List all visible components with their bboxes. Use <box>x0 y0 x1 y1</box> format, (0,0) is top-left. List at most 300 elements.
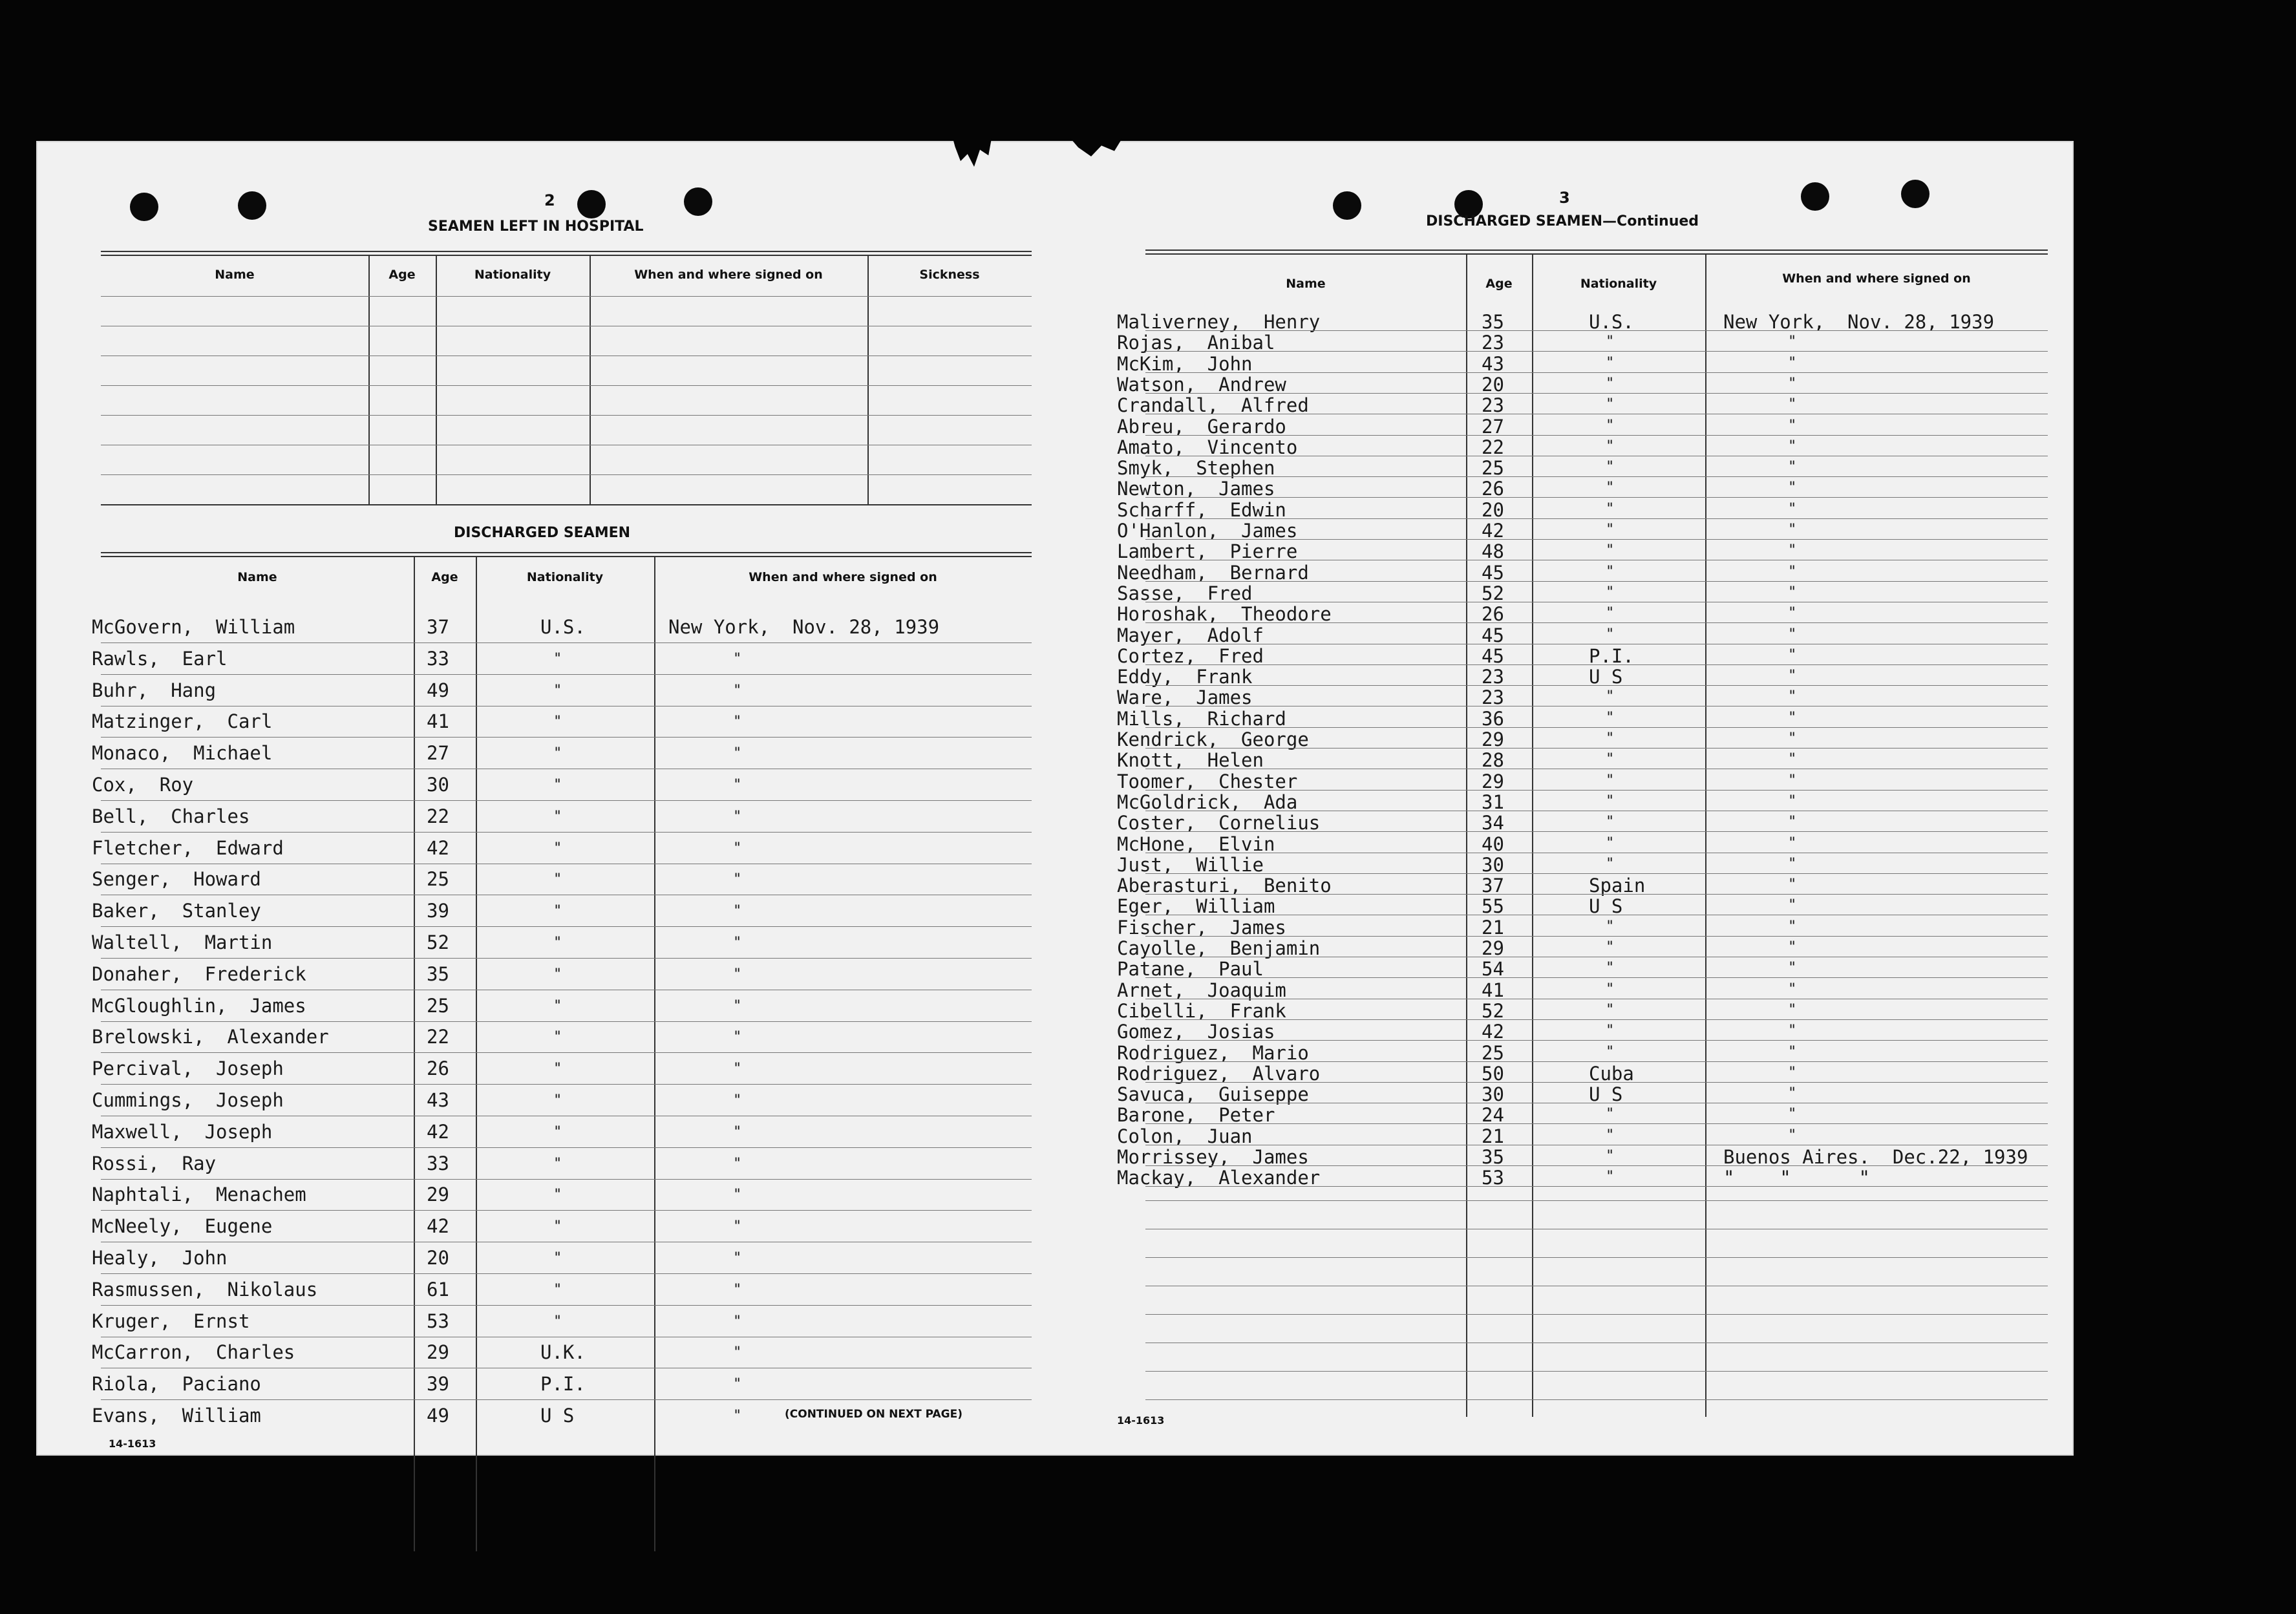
seaman-age: 29 <box>427 1184 449 1206</box>
blank-row-line <box>1145 1200 2048 1201</box>
seaman-nationality: " <box>1606 792 1615 809</box>
seaman-age: 27 <box>1482 415 1504 438</box>
seaman-signed-on: Buenos Aires. Dec.22, 1939 <box>1723 1146 2028 1168</box>
seaman-age: 23 <box>1482 394 1504 417</box>
seaman-nationality: " <box>1606 730 1615 747</box>
seaman-nationality: " <box>1606 1148 1615 1164</box>
seaman-name: Eger, William <box>1117 895 1275 918</box>
seaman-age: 29 <box>427 1341 449 1364</box>
seaman-signed-on: " <box>733 682 742 699</box>
seaman-name: Savuca, Guiseppe <box>1117 1083 1309 1106</box>
seaman-age: 48 <box>1482 540 1504 563</box>
seaman-age: 23 <box>1482 686 1504 709</box>
seaman-name: Mills, Richard <box>1117 707 1286 730</box>
seaman-nationality: " <box>1606 542 1615 559</box>
seaman-signed-on: " <box>1788 981 1797 997</box>
table-row-line <box>101 1052 1032 1053</box>
seaman-signed-on: " <box>733 745 742 762</box>
seaman-signed-on: " <box>733 650 742 667</box>
seaman-name: Rodriguez, Mario <box>1117 1041 1309 1064</box>
seaman-age: 29 <box>1482 728 1504 750</box>
table-row-line <box>1145 330 2048 331</box>
seaman-age: 27 <box>427 742 449 765</box>
seaman-nationality: " <box>1606 605 1615 622</box>
seaman-signed-on: " <box>733 1344 742 1361</box>
table-row-line <box>101 832 1032 833</box>
seaman-nationality: " <box>1606 751 1615 768</box>
seaman-age: 30 <box>427 774 449 796</box>
seaman-nationality: U.S. <box>1589 311 1634 333</box>
seaman-nationality: " <box>1606 1106 1615 1123</box>
seaman-nationality: " <box>553 871 562 888</box>
seaman-age: 22 <box>427 805 449 827</box>
seaman-signed-on: " <box>1788 646 1797 663</box>
seaman-name: Gomez, Josias <box>1117 1021 1275 1043</box>
seaman-age: 42 <box>1482 520 1504 542</box>
seaman-nationality: " <box>553 1155 562 1172</box>
seaman-name: Percival, Joseph <box>92 1057 284 1080</box>
left-page <box>36 141 1083 1456</box>
seaman-nationality: " <box>553 1061 562 1078</box>
seaman-signed-on: " <box>1788 480 1797 496</box>
seaman-age: 53 <box>1482 1167 1504 1189</box>
seaman-nationality: " <box>1606 834 1615 851</box>
seaman-name: Horoshak, Theodore <box>1117 603 1332 626</box>
seaman-nationality: " <box>1606 354 1615 371</box>
seaman-signed-on: " <box>1788 605 1797 622</box>
table-row-line <box>101 674 1032 675</box>
seaman-signed-on: " <box>1788 709 1797 726</box>
punch-hole <box>577 190 606 218</box>
table-row-line <box>1145 539 2048 540</box>
seaman-name: Cortez, Fred <box>1117 644 1264 667</box>
seaman-signed-on: " <box>1788 542 1797 559</box>
seaman-name: Crandall, Alfred <box>1117 394 1309 417</box>
seaman-nationality: " <box>553 1187 562 1204</box>
seaman-age: 45 <box>1482 561 1504 584</box>
seaman-nationality: P.I. <box>540 1373 586 1396</box>
seaman-nationality: " <box>1606 1001 1615 1018</box>
seaman-name: Kendrick, George <box>1117 728 1309 750</box>
hospital-table-top-rule <box>101 251 1032 252</box>
seaman-signed-on: " <box>733 1123 742 1140</box>
table-row-line <box>1145 685 2048 686</box>
seaman-name: Arnet, Joaquim <box>1117 979 1286 1001</box>
table-row-line <box>101 1179 1032 1180</box>
table-row-line <box>1145 372 2048 373</box>
seaman-nationality: U S <box>1589 666 1623 688</box>
seaman-nationality: " <box>553 1281 562 1298</box>
seaman-age: 39 <box>427 1373 449 1396</box>
seaman-signed-on: " <box>733 714 742 730</box>
seaman-nationality: Cuba <box>1589 1062 1634 1085</box>
seaman-age: 22 <box>427 1026 449 1048</box>
hospital-row-line <box>101 296 1032 297</box>
seaman-name: McGovern, William <box>92 616 295 638</box>
seaman-nationality: " <box>553 966 562 982</box>
seaman-name: Waltell, Martin <box>92 931 273 953</box>
seaman-name: Cibelli, Frank <box>1117 999 1286 1022</box>
seaman-signed-on: " <box>733 903 742 920</box>
seaman-signed-on: " <box>733 1376 742 1393</box>
hospital-header-name: Name <box>215 268 255 282</box>
blank-row-line <box>1145 1314 2048 1315</box>
seaman-signed-on: " <box>1788 688 1797 705</box>
seaman-name: Maliverney, Henry <box>1117 311 1321 333</box>
seaman-signed-on: " <box>1788 354 1797 371</box>
seaman-age: 42 <box>427 1215 449 1238</box>
seaman-signed-on: " <box>1788 1001 1797 1018</box>
seaman-age: 43 <box>1482 352 1504 375</box>
seaman-signed-on: " <box>1788 834 1797 851</box>
seaman-nationality: " <box>1606 459 1615 476</box>
hospital-col-divider <box>590 255 591 505</box>
seaman-name: Cayolle, Benjamin <box>1117 937 1321 959</box>
table-row-line <box>101 1273 1032 1274</box>
seaman-name: Ware, James <box>1117 686 1253 709</box>
seaman-age: 20 <box>427 1247 449 1269</box>
seaman-age: 45 <box>1482 624 1504 646</box>
seaman-age: 42 <box>1482 1021 1504 1043</box>
table-row-line <box>1145 894 2048 895</box>
continued-header-age: Age <box>1485 277 1513 291</box>
continued-header-name: Name <box>1286 277 1326 291</box>
table-row-line <box>1145 664 2048 665</box>
table-row-line <box>101 737 1032 738</box>
seaman-nationality: " <box>1606 688 1615 705</box>
continued-col-divider <box>1705 253 1706 1417</box>
table-row-line <box>1145 476 2048 477</box>
seaman-name: O'Hanlon, James <box>1117 520 1298 542</box>
seaman-name: McGoldrick, Ada <box>1117 791 1298 813</box>
seaman-nationality: " <box>553 1313 562 1330</box>
table-row-line <box>1145 1186 2048 1187</box>
seaman-nationality: " <box>1606 563 1615 580</box>
hospital-col-divider <box>436 255 437 505</box>
seaman-nationality: " <box>1606 1023 1615 1039</box>
seaman-age: 55 <box>1482 895 1504 918</box>
table-row-line <box>1145 831 2048 832</box>
table-row-line <box>1145 727 2048 728</box>
hospital-header-age: Age <box>388 268 416 282</box>
hospital-header-nationality: Nationality <box>474 268 551 282</box>
continued-header-nationality: Nationality <box>1580 277 1657 291</box>
seaman-age: 42 <box>427 1120 449 1143</box>
seaman-nationality: " <box>1606 500 1615 517</box>
seaman-nationality: " <box>553 1092 562 1109</box>
seaman-signed-on: " <box>1788 960 1797 977</box>
discharged-header-nationality: Nationality <box>526 570 604 584</box>
seaman-age: 35 <box>427 962 449 985</box>
page-number: 3 <box>1559 189 1570 207</box>
seaman-nationality: " <box>1606 1169 1615 1185</box>
seaman-signed-on: " <box>733 1061 742 1078</box>
table-row-line <box>1145 936 2048 937</box>
seaman-name: McCarron, Charles <box>92 1341 295 1364</box>
continued-note: (CONTINUED ON NEXT PAGE) <box>785 1408 962 1421</box>
seaman-nationality: " <box>553 1250 562 1266</box>
seaman-nationality: U S <box>1589 1083 1623 1106</box>
seaman-signed-on: " <box>1788 918 1797 935</box>
seaman-age: 41 <box>1482 979 1504 1001</box>
seaman-age: 40 <box>1482 833 1504 855</box>
seaman-age: 61 <box>427 1278 449 1301</box>
seaman-age: 49 <box>427 679 449 701</box>
seaman-age: 45 <box>1482 644 1504 667</box>
seaman-signed-on: " <box>733 1281 742 1298</box>
seaman-signed-on: " <box>1788 375 1797 392</box>
seaman-signed-on: " <box>1788 500 1797 517</box>
seaman-signed-on: " <box>733 1313 742 1330</box>
page-number: 2 <box>544 191 555 209</box>
table-row-line <box>101 1147 1032 1148</box>
seaman-nationality: " <box>1606 480 1615 496</box>
seaman-signed-on: " <box>1788 939 1797 955</box>
seaman-name: Buhr, Hang <box>92 679 217 701</box>
seaman-nationality: " <box>553 682 562 699</box>
seaman-signed-on: " <box>1788 563 1797 580</box>
seaman-nationality: " <box>1606 1127 1615 1143</box>
seaman-name: Rojas, Anibal <box>1117 332 1275 354</box>
seaman-signed-on: " <box>733 1187 742 1204</box>
seaman-name: Toomer, Chester <box>1117 770 1298 792</box>
table-row-line <box>1145 497 2048 498</box>
seaman-nationality: " <box>553 808 562 825</box>
form-number: 14-1613 <box>1117 1414 1165 1427</box>
punch-hole <box>1901 180 1929 208</box>
seaman-name: Healy, John <box>92 1247 228 1269</box>
seaman-age: 23 <box>1482 332 1504 354</box>
seaman-age: 35 <box>1482 1146 1504 1168</box>
seaman-age: 30 <box>1482 1083 1504 1106</box>
seaman-age: 30 <box>1482 853 1504 876</box>
seaman-name: Mackay, Alexander <box>1117 1167 1321 1189</box>
seaman-name: Naphtali, Menachem <box>92 1184 306 1206</box>
seaman-age: 35 <box>1482 311 1504 333</box>
seaman-signed-on: " <box>1788 730 1797 747</box>
seaman-age: 33 <box>427 1152 449 1174</box>
seaman-signed-on: " <box>733 1218 742 1235</box>
seaman-name: Rasmussen, Nikolaus <box>92 1278 318 1301</box>
seaman-name: Abreu, Gerardo <box>1117 415 1286 438</box>
seaman-name: Bell, Charles <box>92 805 250 827</box>
seaman-age: 53 <box>427 1310 449 1332</box>
seaman-signed-on: " <box>733 871 742 888</box>
seaman-name: Lambert, Pierre <box>1117 540 1298 563</box>
table-row-line <box>1145 393 2048 394</box>
seaman-nationality: " <box>1606 334 1615 350</box>
seaman-name: Monaco, Michael <box>92 742 273 765</box>
seaman-signed-on: " <box>1788 396 1797 413</box>
seaman-signed-on: " <box>1788 1064 1797 1081</box>
seaman-age: 25 <box>1482 1041 1504 1064</box>
table-row-line <box>101 958 1032 959</box>
seaman-signed-on: " <box>1788 1085 1797 1102</box>
punch-hole <box>238 191 266 220</box>
seaman-nationality: " <box>1606 960 1615 977</box>
seaman-signed-on: " <box>1788 438 1797 454</box>
seaman-name: Just, Willie <box>1117 853 1264 876</box>
seaman-name: Watson, Andrew <box>1117 373 1286 396</box>
hospital-row-line <box>101 474 1032 475</box>
form-number: 14-1613 <box>109 1438 156 1450</box>
seaman-age: 50 <box>1482 1062 1504 1085</box>
seaman-nationality: " <box>1606 626 1615 642</box>
seaman-nationality: U S <box>1589 895 1623 918</box>
punch-hole <box>1333 191 1361 220</box>
seaman-nationality: " <box>1606 772 1615 789</box>
seaman-name: Rawls, Earl <box>92 647 228 670</box>
table-row-line <box>1145 622 2048 623</box>
seaman-nationality: " <box>553 903 562 920</box>
seaman-age: 23 <box>1482 666 1504 688</box>
seaman-age: 52 <box>427 931 449 953</box>
discharged-header-signed: When and where signed on <box>749 570 937 584</box>
table-row-line <box>1145 1123 2048 1124</box>
seaman-age: 52 <box>1482 999 1504 1022</box>
seaman-signed-on: " <box>733 1092 742 1109</box>
table-row-line <box>101 800 1032 801</box>
table-row-line <box>1145 873 2048 874</box>
seaman-name: Coster, Cornelius <box>1117 812 1321 834</box>
hospital-table-bottom-rule <box>101 504 1032 505</box>
seaman-signed-on: " <box>1788 1106 1797 1123</box>
seaman-name: Brelowski, Alexander <box>92 1026 329 1048</box>
discharged-table-top-rule <box>101 552 1032 553</box>
blank-row-line <box>1145 1257 2048 1258</box>
seaman-name: Morrissey, James <box>1117 1146 1309 1168</box>
seaman-signed-on: " <box>733 966 742 982</box>
seaman-name: Cox, Roy <box>92 774 194 796</box>
seaman-signed-on: New York, Nov. 28, 1939 <box>1723 311 1995 333</box>
seaman-signed-on: " <box>1788 814 1797 831</box>
seaman-age: 25 <box>1482 457 1504 480</box>
table-row-line <box>1145 351 2048 352</box>
seaman-name: Needham, Bernard <box>1117 561 1309 584</box>
seaman-name: Scharff, Edwin <box>1117 498 1286 521</box>
seaman-nationality: " <box>1606 709 1615 726</box>
hospital-header-sickness: Sickness <box>919 268 980 282</box>
seaman-nationality: " <box>1606 814 1615 831</box>
seaman-name: Riola, Paciano <box>92 1373 261 1396</box>
seaman-signed-on: " <box>1788 334 1797 350</box>
seaman-name: Maxwell, Joseph <box>92 1120 273 1143</box>
seaman-signed-on: " <box>733 808 742 825</box>
table-row-line <box>101 926 1032 927</box>
seaman-signed-on: " <box>1788 584 1797 600</box>
continued-table-top-rule-2 <box>1145 253 2048 255</box>
seaman-name: Fletcher, Edward <box>92 836 284 859</box>
seaman-age: 52 <box>1482 582 1504 604</box>
seaman-nationality: " <box>1606 522 1615 538</box>
document-sheet <box>36 141 2074 1456</box>
seaman-signed-on: " <box>1788 855 1797 872</box>
seaman-age: 33 <box>427 647 449 670</box>
seaman-signed-on: " <box>1788 417 1797 434</box>
seaman-name: McGloughlin, James <box>92 994 306 1017</box>
hospital-table-top-rule-2 <box>101 255 1032 256</box>
punch-hole <box>684 187 712 216</box>
table-row-line <box>1145 1082 2048 1083</box>
seaman-nationality: " <box>1606 1043 1615 1060</box>
table-row-line <box>1145 977 2048 978</box>
seaman-signed-on: " <box>1788 792 1797 809</box>
table-row-line <box>1145 1040 2048 1041</box>
seaman-name: McHone, Elvin <box>1117 833 1275 855</box>
seaman-signed-on: " <box>1788 876 1797 893</box>
seaman-nationality: " <box>553 777 562 793</box>
continued-col-divider <box>1532 253 1533 1417</box>
seaman-age: 43 <box>427 1089 449 1111</box>
seaman-nationality: " <box>1606 981 1615 997</box>
discharged-table-top-rule-2 <box>101 556 1032 557</box>
table-row-line <box>101 1210 1032 1211</box>
table-row-line <box>101 1305 1032 1306</box>
seaman-signed-on: " <box>1788 522 1797 538</box>
seaman-nationality: P.I. <box>1589 644 1634 667</box>
seaman-name: Senger, Howard <box>92 868 261 891</box>
table-row-line <box>1145 790 2048 791</box>
discharged-header-age: Age <box>431 570 458 584</box>
seaman-nationality: " <box>1606 855 1615 872</box>
punch-hole <box>1801 182 1829 211</box>
seaman-signed-on: " <box>1788 897 1797 914</box>
seaman-signed-on: " <box>1788 1127 1797 1143</box>
seaman-signed-on: " <box>733 935 742 951</box>
table-row-line <box>1145 518 2048 519</box>
seaman-name: Rodriguez, Alvaro <box>1117 1062 1321 1085</box>
seaman-name: Knott, Helen <box>1117 749 1264 772</box>
seaman-nationality: " <box>1606 396 1615 413</box>
seaman-age: 21 <box>1482 916 1504 939</box>
discharged-continued-title: DISCHARGED SEAMEN—Continued <box>1426 213 1699 229</box>
seaman-nationality: " <box>553 840 562 856</box>
seaman-age: 34 <box>1482 812 1504 834</box>
hospital-section-title: SEAMEN LEFT IN HOSPITAL <box>428 218 644 235</box>
table-row-line <box>1145 1061 2048 1062</box>
seaman-age: 21 <box>1482 1125 1504 1147</box>
seaman-nationality: Spain <box>1589 875 1646 897</box>
seaman-name: Newton, James <box>1117 478 1275 500</box>
table-row-line <box>101 1021 1032 1022</box>
seaman-signed-on: " <box>733 840 742 856</box>
table-row-line <box>101 1084 1032 1085</box>
seaman-signed-on: " <box>733 777 742 793</box>
seaman-age: 28 <box>1482 749 1504 772</box>
seaman-nationality: " <box>1606 438 1615 454</box>
blank-row-line <box>1145 1399 2048 1400</box>
seaman-age: 25 <box>427 994 449 1017</box>
hospital-col-divider <box>368 255 370 505</box>
seaman-nationality: " <box>1606 939 1615 955</box>
seaman-name: Kruger, Ernst <box>92 1310 250 1332</box>
seaman-name: Patane, Paul <box>1117 958 1264 981</box>
seaman-age: 36 <box>1482 707 1504 730</box>
table-row-line <box>1145 435 2048 436</box>
seaman-signed-on: " <box>1788 626 1797 642</box>
seaman-signed-on: " <box>1788 751 1797 768</box>
seaman-age: 29 <box>1482 770 1504 792</box>
seaman-name: Rossi, Ray <box>92 1152 217 1174</box>
seaman-age: 37 <box>1482 875 1504 897</box>
seaman-name: Matzinger, Carl <box>92 710 273 733</box>
seaman-age: 26 <box>1482 478 1504 500</box>
seaman-age: 54 <box>1482 958 1504 981</box>
seaman-name: Amato, Vincento <box>1117 436 1298 458</box>
seaman-nationality: " <box>1606 584 1615 600</box>
seaman-name: McNeely, Eugene <box>92 1215 273 1238</box>
seaman-name: Cummings, Joseph <box>92 1089 284 1111</box>
